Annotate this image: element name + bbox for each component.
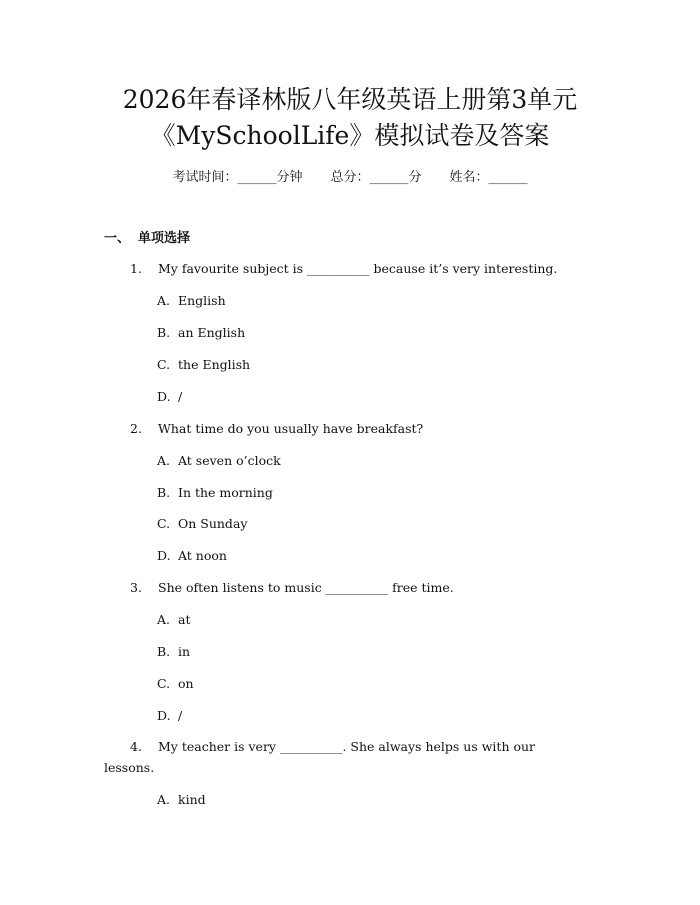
option-2c: C. On Sunday bbox=[157, 516, 248, 531]
question-text: She often listens to music __________ free time. bbox=[158, 580, 454, 595]
option-3c: C. on bbox=[157, 676, 194, 691]
option-1a: A. English bbox=[157, 293, 226, 308]
question-number: 1. bbox=[130, 261, 142, 276]
question-3 bbox=[130, 578, 454, 598]
name-field: 姓名：______ bbox=[449, 170, 528, 185]
section-number: 一、 bbox=[104, 231, 131, 246]
option-4a: A. kind bbox=[157, 792, 206, 807]
option-2a: A. At seven o’clock bbox=[157, 453, 281, 468]
question-number: 4. bbox=[130, 739, 142, 754]
question-text: My teacher is very __________. She always helps us with our bbox=[158, 739, 536, 754]
option-2b: B. In the morning bbox=[157, 485, 273, 500]
question-number: 3. bbox=[130, 580, 142, 595]
option-3b: B. in bbox=[157, 644, 191, 659]
option-3d: D. / bbox=[157, 708, 183, 723]
exam-title-line-2: 《MySchoolLife》模拟试卷及答案 bbox=[150, 121, 550, 150]
option-3a: A. at bbox=[157, 612, 191, 627]
question-2 bbox=[130, 419, 423, 439]
question-text: What time do you usually have breakfast? bbox=[158, 421, 424, 436]
question-text: My favourite subject is __________ because it’s very interesting. bbox=[158, 261, 558, 276]
section-title: 单项选择 bbox=[138, 231, 191, 246]
question-4 bbox=[130, 737, 535, 757]
score-field: 总分：______分 bbox=[330, 170, 422, 185]
option-1c: C. the English bbox=[157, 357, 251, 372]
option-1d: D. / bbox=[157, 389, 183, 404]
exam-meta bbox=[0, 168, 700, 188]
section-heading bbox=[104, 229, 190, 249]
question-number: 2. bbox=[130, 421, 142, 436]
question-1 bbox=[130, 259, 557, 279]
option-2d: D. At noon bbox=[157, 548, 227, 563]
time-field: 考试时间：______分钟 bbox=[172, 170, 303, 185]
question-4-continuation: lessons. bbox=[104, 760, 155, 775]
exam-title-line-1: 2026年春译林版八年级英语上册第3单元 bbox=[122, 85, 578, 114]
option-1b: B. an English bbox=[157, 325, 246, 340]
